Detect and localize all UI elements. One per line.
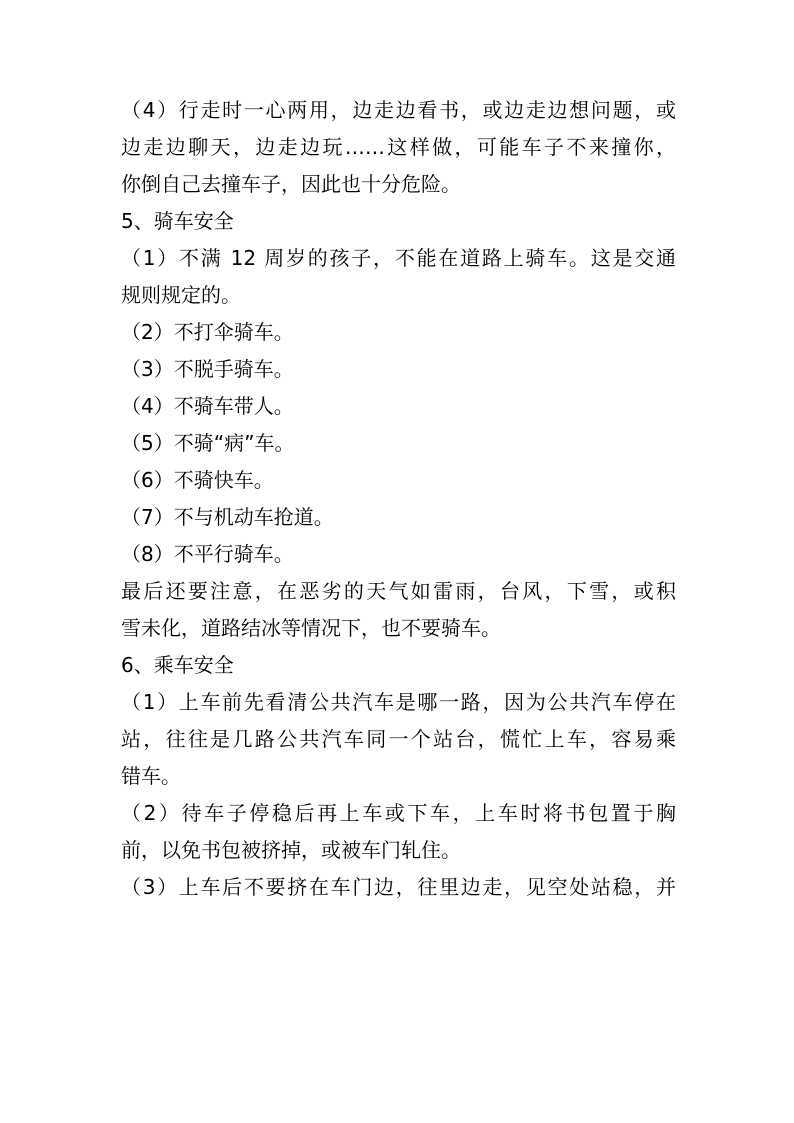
list-item: （7）不与机动车抢道。	[121, 505, 334, 529]
document-body	[121, 92, 676, 906]
text-line: 最后还要注意，在恶劣的天气如雷雨，台风，下雪，或积	[121, 579, 676, 603]
list-item: （4）不骑车带人。	[121, 394, 294, 418]
list-item: （6）不骑快车。	[121, 468, 274, 492]
text-line: （3）上车后不要挤在车门边，往里边走，见空处站稳，并	[121, 875, 676, 899]
text-line: 站，往往是几路公共汽车同一个站台，慌忙上车，容易乘	[121, 727, 676, 751]
text-line: 雪未化，道路结冰等情况下，也不要骑车。	[121, 616, 501, 640]
text-line: 边走边聊天，边走边玩……这样做，可能车子不来撞你，	[121, 135, 676, 159]
text-line: 规则规定的。	[121, 283, 241, 307]
text-line: （4）行走时一心两用，边走边看书，或边走边想问题，或	[121, 98, 676, 122]
section-heading-riding-safety: 6、乘车安全	[121, 653, 234, 677]
list-item: （2）不打伞骑车。	[121, 320, 294, 344]
text-line: （1）不满 12 周岁的孩子，不能在道路上骑车。这是交通	[121, 246, 676, 270]
text-line: （2）待车子停稳后再上车或下车，上车时将书包置于胸	[121, 801, 676, 825]
list-item: （3）不脱手骑车。	[121, 357, 294, 381]
list-item: （5）不骑“病”车。	[121, 431, 295, 455]
section-heading-cycling-safety: 5、骑车安全	[121, 209, 234, 233]
text-line: 错车。	[121, 764, 181, 788]
text-line: 你倒自己去撞车子，因此也十分危险。	[121, 172, 461, 196]
text-line: （1）上车前先看清公共汽车是哪一路，因为公共汽车停在	[121, 690, 676, 714]
list-item: （8）不平行骑车。	[121, 542, 294, 566]
text-line: 前，以免书包被挤掉，或被车门轧住。	[121, 838, 461, 862]
